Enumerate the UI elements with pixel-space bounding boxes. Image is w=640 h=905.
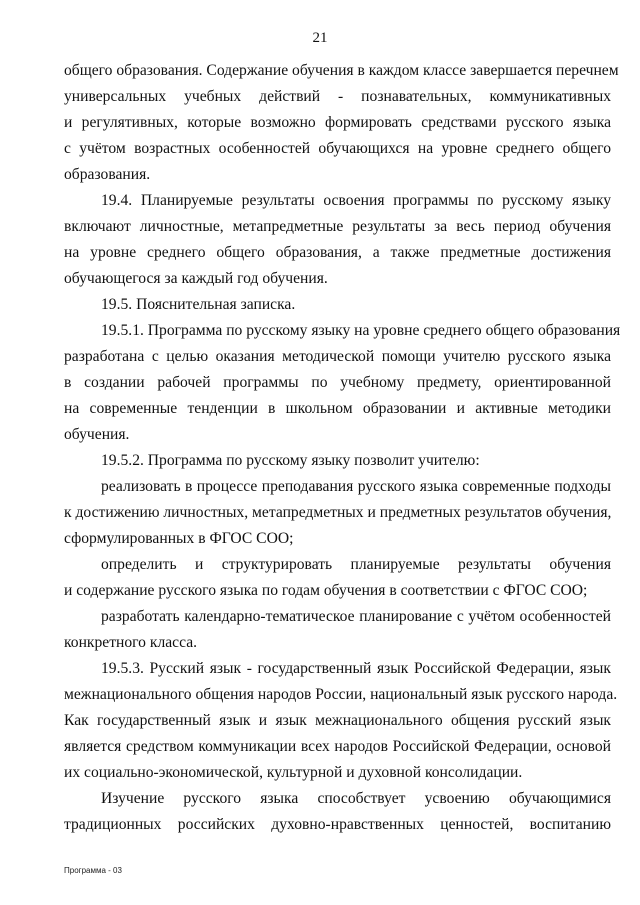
footer-label: Программа - 03 (64, 866, 122, 875)
text-line: 19.5.3. Русский язык - государственный язык Российской Федерации, язык (101, 660, 611, 677)
paragraph (64, 448, 611, 474)
text-line: традиционных российских духовно-нравственных ценностей, воспитанию (64, 816, 611, 833)
text-line: 19.5.2. Программа по русскому языку позволит учителю: (101, 452, 480, 469)
text-line: включают личностные, метапредметные результаты за весь период обучения (64, 218, 611, 235)
paragraph (64, 786, 611, 838)
text-line: реализовать в процессе преподавания русского языка современные подходы (101, 478, 611, 495)
text-line: и регулятивных, которые возможно формировать средствами русского языка (64, 114, 611, 131)
paragraph (64, 292, 611, 318)
text-line: межнационального общения народов России, национальный язык русского народа. (64, 686, 618, 703)
text-line: обучающегося за каждый год обучения. (64, 270, 328, 287)
text-line: на современные тенденции в школьном образовании и активные методики (64, 400, 611, 417)
text-line: Изучение русского языка способствует усвоению обучающимися (101, 790, 611, 807)
paragraph (64, 604, 611, 656)
text-line: Как государственный язык и язык межнационального общения русский язык (64, 712, 611, 729)
paragraph (64, 58, 619, 188)
paragraph (64, 474, 611, 552)
paragraph (64, 188, 611, 292)
text-line: 19.5. Пояснительная записка. (101, 296, 296, 313)
text-line: общего образования. Содержание обучения в каждом классе завершается перечнем (64, 62, 619, 79)
paragraph (64, 552, 611, 604)
text-line: и содержание русского языка по годам обучения в соответствии с ФГОС СОО; (64, 582, 588, 599)
text-line: разработать календарно-тематическое планирование с учётом особенностей (101, 608, 611, 625)
page-number: 21 (312, 30, 328, 46)
text-line: с учётом возрастных особенностей обучающихся на уровне среднего общего (64, 140, 611, 157)
text-line: универсальных учебных действий - познавательных, коммуникативных (64, 88, 611, 105)
body-text (64, 58, 621, 838)
text-line: является средством коммуникации всех народов Российской Федерации, основой (64, 738, 611, 755)
paragraph (64, 318, 621, 448)
text-line: конкретного класса. (64, 634, 198, 651)
text-line: на уровне среднего общего образования, а также предметные достижения (64, 244, 611, 261)
text-line: разработана с целью оказания методической помощи учителю русского языка (64, 348, 611, 365)
text-line: образования. (64, 166, 151, 183)
text-line: к достижению личностных, метапредметных и предметных результатов обучения, (64, 504, 612, 521)
text-line: в создании рабочей программы по учебному предмету, ориентированной (64, 374, 611, 391)
text-line: обучения. (64, 426, 130, 443)
text-line: 19.4. Планируемые результаты освоения программы по русскому языку (101, 192, 611, 209)
paragraph (64, 656, 618, 786)
text-line: определить и структурировать планируемые результаты обучения (101, 556, 611, 573)
text-line: сформулированных в ФГОС СОО; (64, 530, 294, 547)
text-line: 19.5.1. Программа по русскому языку на уровне среднего общего образования (101, 322, 621, 339)
text-line: их социально-экономической, культурной и духовной консолидации. (64, 764, 523, 781)
